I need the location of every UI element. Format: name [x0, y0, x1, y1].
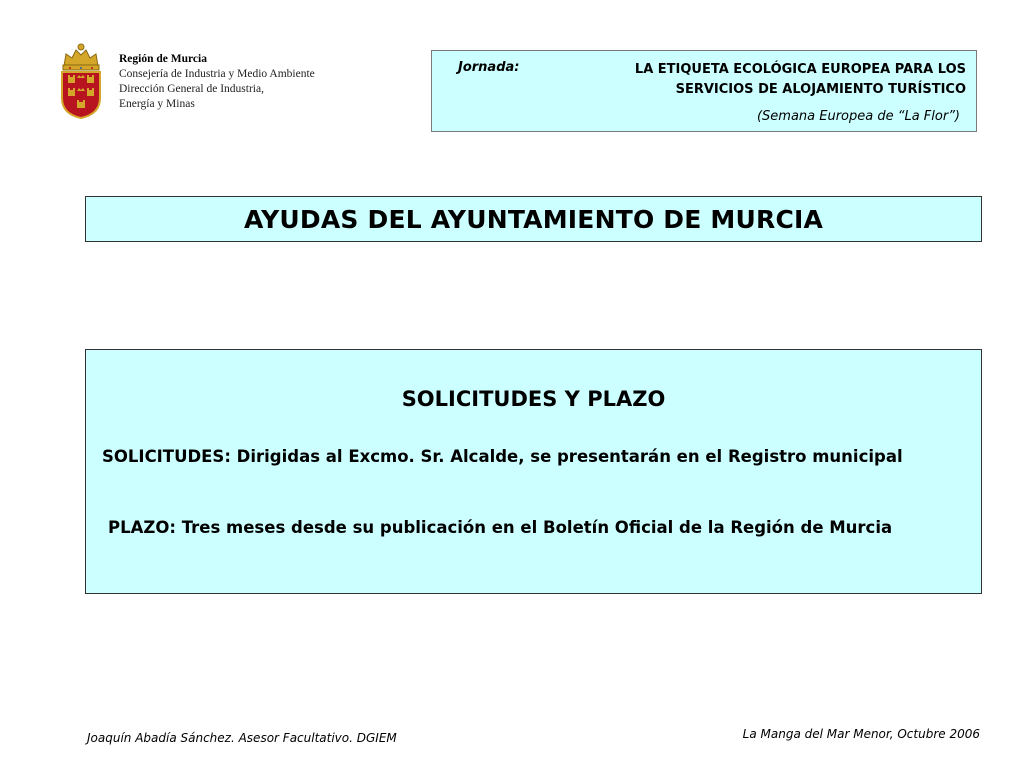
solicitudes-text: SOLICITUDES: Dirigidas al Excmo. Sr. Alcalde, se presentarán en el Registro municipal [102, 447, 903, 466]
jornada-title-line-2: SERVICIOS DE ALOJAMIENTO TURÍSTICO [675, 82, 966, 97]
institution-line-3: Energía y Minas [119, 98, 195, 110]
region-name: Región de Murcia [119, 53, 207, 65]
footer-place-date: La Manga del Mar Menor, Octubre 2006 [742, 727, 980, 741]
footer-author: Joaquín Abadía Sánchez. Asesor Facultativo. DGIEM [87, 731, 397, 745]
section-heading: SOLICITUDES Y PLAZO [401, 387, 666, 411]
institution-line-2: Dirección General de Industria, [119, 83, 264, 95]
coat-of-arms-icon [58, 42, 104, 120]
crown-icon [63, 44, 99, 70]
institution-block [119, 52, 359, 112]
jornada-label: Jornada: [458, 60, 520, 75]
page-title: AYUDAS DEL AYUNTAMIENTO DE MURCIA [243, 204, 824, 234]
institution-line-1: Consejería de Industria y Medio Ambiente [119, 68, 315, 80]
jornada-title [546, 60, 966, 100]
main-title-box [85, 196, 982, 242]
jornada-title-line-1: LA ETIQUETA ECOLÓGICA EUROPEA PARA LOS [634, 62, 966, 77]
content-box [85, 349, 982, 594]
plazo-text: PLAZO: Tres meses desde su publicación en el Boletín Oficial de la Región de Murcia [108, 518, 893, 537]
jornada-subtitle: (Semana Europea de “La Flor”) [756, 109, 960, 124]
shield-icon [62, 72, 100, 118]
jornada-box [431, 50, 977, 132]
